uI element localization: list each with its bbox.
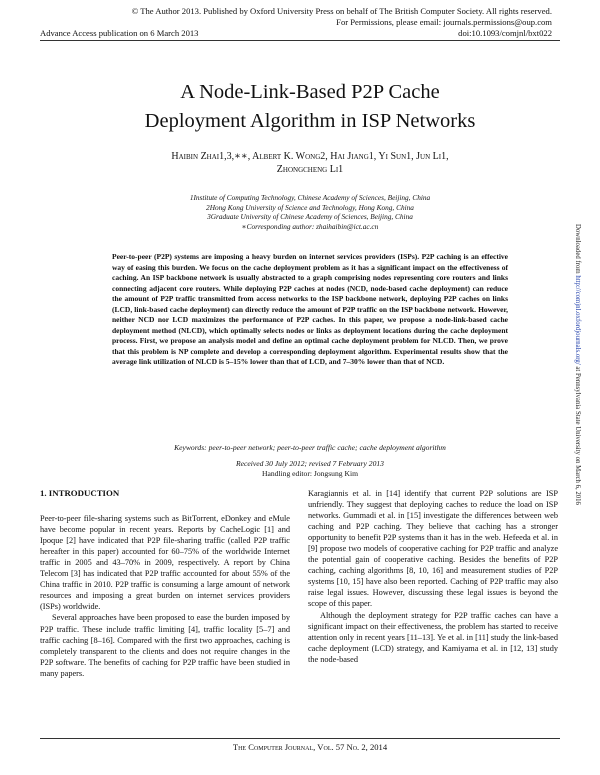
affiliation-2: 2Hong Kong University of Science and Technology, Hong Kong, China xyxy=(206,202,414,212)
corresponding-author: ∗Corresponding author: zhaihaibin@ict.ac.cn xyxy=(241,221,379,231)
footer-rule xyxy=(40,738,560,739)
authors-line-2: Zhongcheng Li1 xyxy=(276,164,344,175)
handling-editor: Handling editor: Jongsung Kim xyxy=(262,469,358,478)
intro-paragraph-2: Several approaches have been proposed to ease the burden imposed by P2P traffic. These include traffic limiting [4], traffic locality [5–7] and traffic caching [8–16]. Compared with the first two approaches, caching is completely transparent to the clients and does not require changes in the P2P software. The benefits of caching for P2P traffic have been studied in many papers. xyxy=(40,613,290,678)
author-list xyxy=(40,150,580,176)
paper-title xyxy=(40,78,580,136)
right-column xyxy=(308,488,558,665)
journal-footer: The Computer Journal, Vol. 57 No. 2, 2014 xyxy=(232,742,388,752)
download-sidebar-note xyxy=(574,224,581,505)
authors-line-1: Haibin Zhai1,3,∗∗, Albert K. Wong2, Hai Jiang1, Yi Sun1, Jun Li1, xyxy=(171,151,449,162)
title-line-2: Deployment Algorithm in ISP Networks xyxy=(144,110,476,132)
intro-paragraph-4: Although the deployment strategy for P2P traffic caches can have a significant impact on their effectiveness, the problem has started to receive attention only in recent years [11–13]. Ye et al. in [11] study the link-based cache deployment (LCD) strategy, and Kamiyama et al. in [12, 13] study the node-based xyxy=(308,610,558,664)
keywords: Keywords: peer-to-peer network; peer-to-peer traffic cache; cache deployment algorithm xyxy=(174,443,446,452)
permissions-notice: For Permissions, please email: journals.permissions@oup.com xyxy=(336,17,552,27)
received-dates: Received 30 July 2012; revised 7 February 2013 xyxy=(236,459,384,468)
left-column xyxy=(40,488,290,679)
journal-url-link[interactable]: http://comjnl.oxfordjournals.org/ xyxy=(574,275,581,365)
section-heading: 1. INTRODUCTION xyxy=(40,488,120,498)
abstract: Peer-to-peer (P2P) systems are imposing a heavy burden on internet services providers (ISPs). P2P caching is an effective way of easing this burden. We focus on the cache deployment problem as it has a significant impact on the effectiveness of caching. An ISP backbone network is usually abstracted to a graph comprising nodes representing core routers and links connecting adjacent core routers. While deploying P2P caches at nodes (NCD, node-based cache deployment) can reduce the amount of P2P traffic transmitted from access networks to the ISP backbone network, deploying P2P caches on links (LCD, link-based cache deployment) can directly reduce the amount of P2P traffic on the ISP backbone network. However, neither NCD nor LCD maximizes the performance of P2P caches. In this paper, we propose a node-link-based cache deployment method (NLCD), which optimally selects nodes or links as deployment locations during the cache deployment process. First, we propose an analysis model and define an optimal cache deployment problem for NLCD. Then, we prove that this problem is NP complete and develop a corresponding deployment algorithm. Experimental results show that the average link utilization of NLCD is 5–15% lower than that of LCD, and 7–30% lower than that of NCD. xyxy=(112,252,508,366)
title-line-1: A Node-Link-Based P2P Cache xyxy=(180,81,440,103)
doi[interactable]: doi:10.1093/comjnl/bxt022 xyxy=(458,28,552,38)
intro-paragraph-1: Peer-to-peer file-sharing systems such as BitTorrent, eDonkey and eMule have become popular in recent years. Reports by CacheLogic [1] and Ipoque [2] have indicated that P2P file-sharing traffic (called P2P traffic hereafter in this paper) accounted for 60–75% of the worldwide Internet traffic in 2005 and 43–70% in 2009, respectively. A report by China Telecom [3] has indicated that P2P traffic accounted for about 55% of the China traffic in 2010. P2P traffic is consuming a large amount of network resources and imposing a great burden on internet services providers (ISPs) worldwide. xyxy=(40,514,290,612)
affiliations xyxy=(40,193,580,231)
intro-paragraph-3: Karagiannis et al. in [14] identify that current P2P solutions are ISP unfriendly. They suggest that deploying caches to reduce the load on ISP networks. Gummadi et al. in [15] investigate the differences between web caching and P2P caching. They believe that caching has a stronger opportunity to benefit P2P systems than it has in the web. Hefeeda et al. in [9] propose two models of cooperative caching for P2P traffic and analyze the potential gain of cooperative caching. Besides the benefits of P2P caching, caching algorithms [8, 10, 16] and measurement studies of P2P systems [10, 15] have also been reported. Caching of P2P traffic may also raise legal issues. However, discussing these legal issues is beyond the scope of this paper. xyxy=(308,489,558,609)
header-rule xyxy=(40,40,560,41)
copyright-notice: © The Author 2013. Published by Oxford University Press on behalf of The British Computer Society. All rights reserved. xyxy=(131,6,552,16)
affiliation-3: 3Graduate University of Chinese Academy of Sciences, Beijing, China xyxy=(207,212,413,222)
sidebar-suffix: at Pennsylvania State University on March 6, 2016 xyxy=(574,364,581,505)
sidebar-prefix: Downloaded from xyxy=(574,224,581,276)
advance-access-date: Advance Access publication on 6 March 2013 xyxy=(40,28,199,38)
affiliation-1: 1Institute of Computing Technology, Chinese Academy of Sciences, Beijing, China xyxy=(189,193,431,202)
